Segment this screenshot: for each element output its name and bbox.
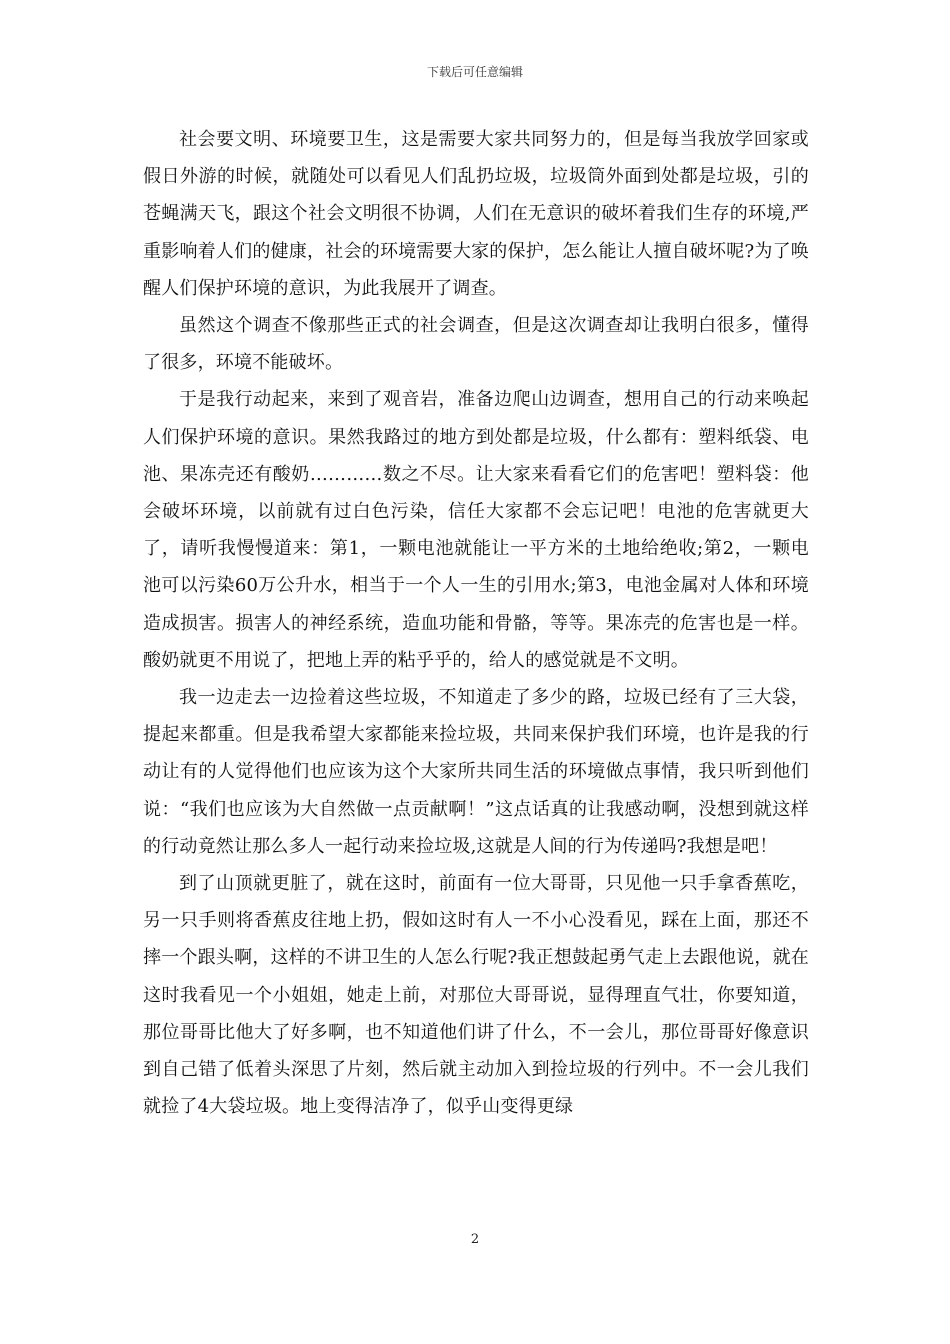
paragraph-3: 于是我行动起来，来到了观音岩，准备边爬山边调查，想用自己的行动来唤起人们保护环境的意识。果然我路过的地方到处都是垃圾，什么都有：塑料纸袋、电池、果冻壳还有酸奶…………数之不尽。让大家来看看它们的危害吧！塑料袋：他会破坏环境，以前就有过白色污染，信任大家都不会忘记吧！电池的危害就更大了，请听我慢慢道来：第1，一颗电池就能让一平方米的土地给绝收;第2，一颗电池可以污染60万公升水，相当于一个人一生的引用水;第3，电池金属对人体和环境造成损害。损害人的神经系统，造血功能和骨骼，等等。果冻壳的危害也是一样。酸奶就更不用说了，把地上弄的粘乎乎的，给人的感觉就是不文明。 (143, 389, 809, 671)
page-number: 2 (470, 1232, 480, 1247)
paragraph-4: 我一边走去一边捡着这些垃圾，不知道走了多少的路，垃圾已经有了三大袋，提起来都重。但是我希望大家都能来捡垃圾，共同来保护我们环境，也许是我的行动让有的人觉得他们也应该为这个大家所共同生活的环境做点事情，我只听到他们说：“我们也应该为大自然做一点贡献啊！”这点话真的让我感动啊，没想到就这样的行动竟然让那么多人一起行动来捡垃圾,这就是人间的行为传递吗?我想是吧！ (143, 687, 809, 857)
page-header: 下载后可任意编辑 (426, 65, 523, 79)
document-body (143, 121, 809, 1125)
paragraph-1: 社会要文明、环境要卫生，这是需要大家共同努力的，但是每当我放学回家或假日外游的时候，就随处可以看见人们乱扔垃圾，垃圾筒外面到处都是垃圾，引的苍蝇满天飞，跟这个社会文明很不协调，人们在无意识的破坏着我们生存的环境,严重影响着人们的健康，社会的环境需要大家的保护，怎么能让人擅自破坏呢?为了唤醒人们保护环境的意识，为此我展开了调查。 (143, 129, 809, 299)
paragraph-5: 到了山顶就更脏了，就在这时，前面有一位大哥哥，只见他一只手拿香蕉吃，另一只手则将香蕉皮往地上扔，假如这时有人一不小心没看见，踩在上面，那还不摔一个跟头啊，这样的不讲卫生的人怎么行呢?我正想鼓起勇气走上去跟他说，就在这时我看见一个小姐姐，她走上前，对那位大哥哥说，显得理直气壮，你要知道，那位哥哥比他大了好多啊，也不知道他们讲了什么，不一会儿，那位哥哥好像意识到自己错了低着头深思了片刻，然后就主动加入到捡垃圾的行列中。不一会儿我们就捡了4大袋垃圾。地上变得洁净了，似乎山变得更绿 (143, 873, 809, 1118)
paragraph-2: 虽然这个调查不像那些正式的社会调查，但是这次调查却让我明白很多，懂得了很多，环境不能破坏。 (143, 315, 809, 374)
